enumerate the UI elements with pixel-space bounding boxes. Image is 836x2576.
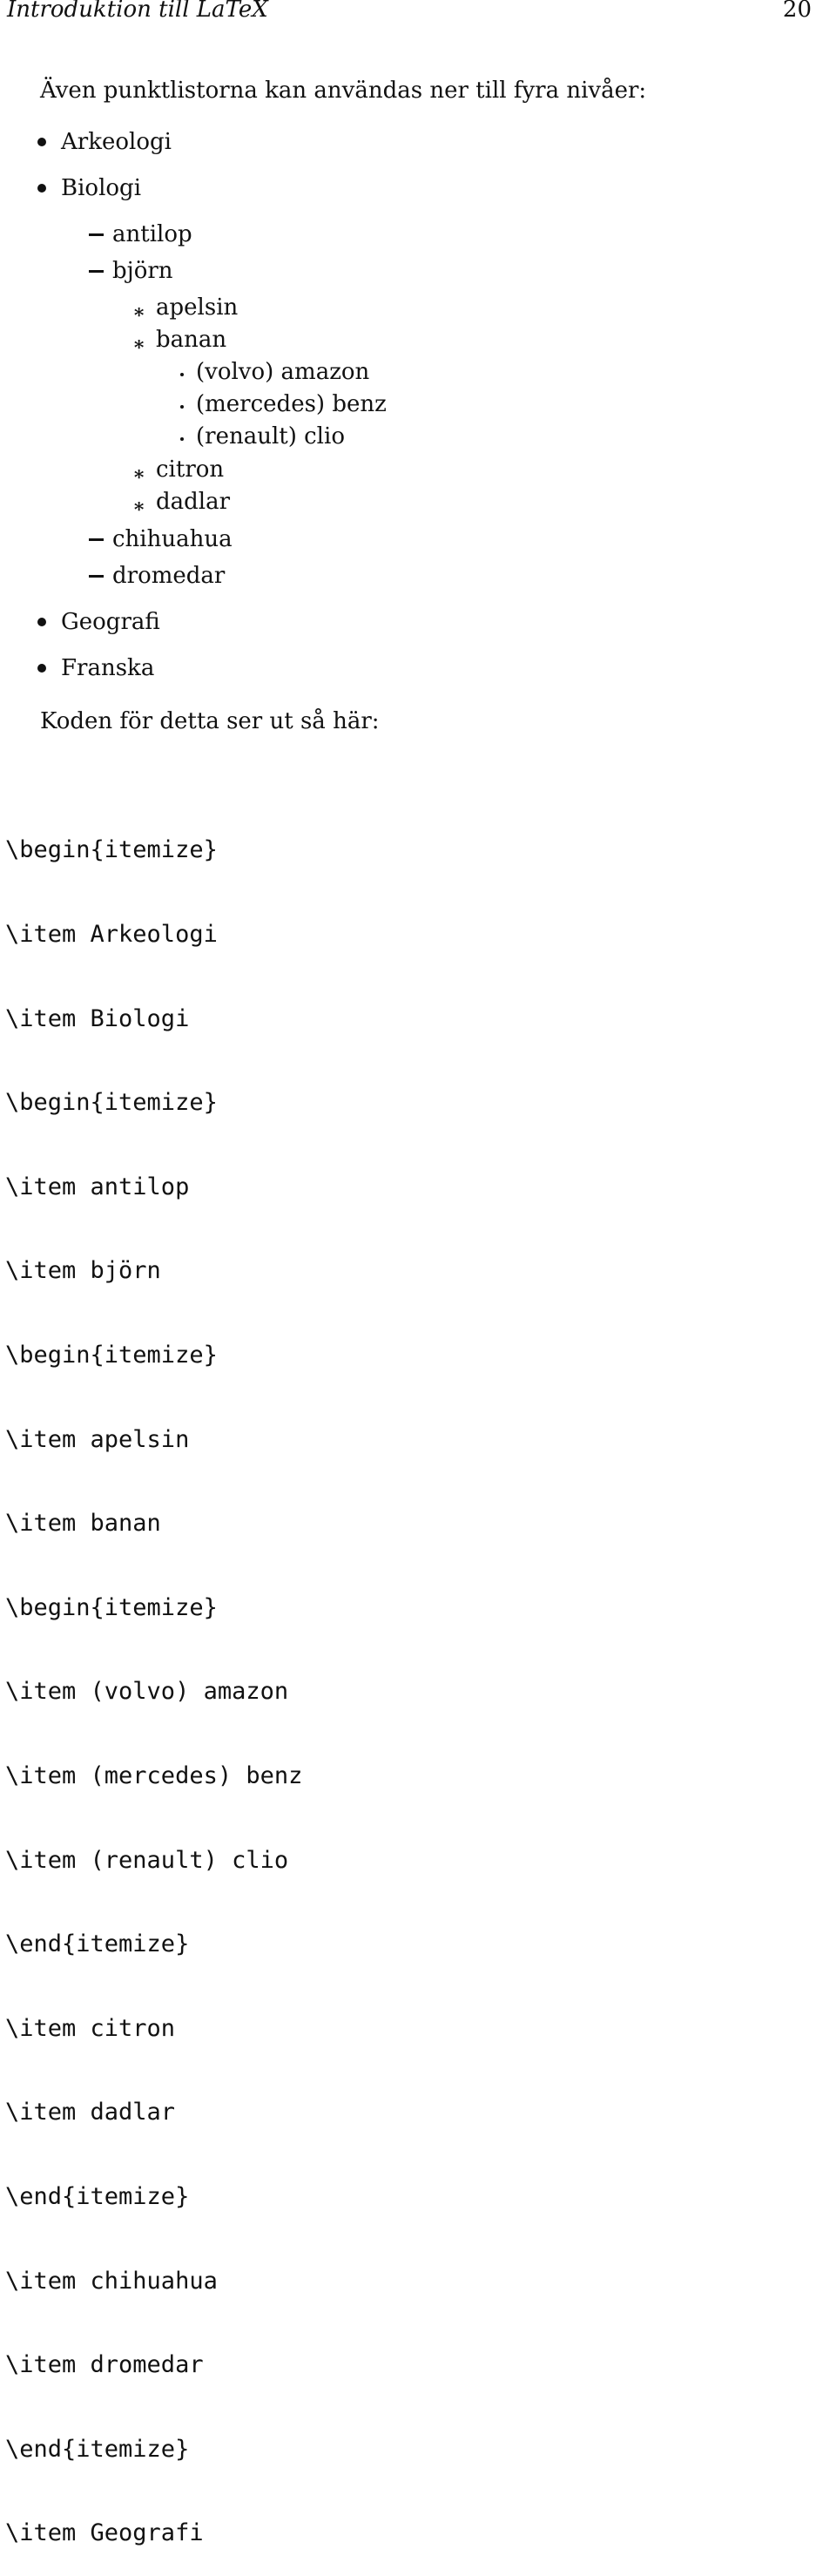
code-line: \item apelsin [5,1425,190,1453]
bullet-asterisk-icon: ∗ [132,495,146,517]
code-line: \end{itemize} [5,2182,190,2210]
code-line: \item dadlar [5,2099,176,2126]
bullet-midot-icon [180,437,184,441]
bullet-dash-icon [89,575,104,578]
code-line: \item banan [5,1510,161,1538]
code-line: \end{itemize} [5,2435,190,2463]
code-line: \item Geografi [5,2519,204,2547]
code-line: \begin{itemize} [5,1341,218,1369]
bullet-dot-icon [37,138,46,146]
list-item: banan [156,327,227,353]
list-item: Biologi [61,175,142,201]
code-line: \item Biologi [5,1004,190,1032]
bullet-midot-icon [180,373,184,376]
list-item: (mercedes) benz [196,391,387,417]
code-line: \item chihuahua [5,2267,218,2295]
code-line: \item (mercedes) benz [5,1761,303,1789]
code-line: \item (renault) clio [5,1846,289,1874]
intro-paragraph: Även punktlistorna kan användas ner till fyra nivåer: [40,78,647,104]
bullet-dot-icon [37,664,46,673]
bullet-dot-icon [37,618,46,626]
code-listing [5,781,302,2576]
page-number: 20 [782,0,812,23]
list-item: dadlar [156,489,231,515]
list-item: (volvo) amazon [196,359,370,385]
bullet-dot-icon [37,184,46,193]
code-line: \begin{itemize} [5,1593,218,1621]
running-title: Introduktion till LaTeX [7,0,268,23]
list-item: dromedar [112,563,226,589]
bullet-dash-icon [89,233,104,236]
bullet-asterisk-icon: ∗ [132,301,146,323]
code-line: \item björn [5,1257,161,1285]
list-item: Geografi [61,609,160,635]
bullet-asterisk-icon: ∗ [132,333,146,355]
list-item: Arkeologi [61,129,172,155]
list-item: apelsin [156,294,239,321]
code-line: \item (volvo) amazon [5,1678,289,1706]
bullet-asterisk-icon: ∗ [132,463,146,485]
list-item: björn [112,258,173,284]
code-line: \item dromedar [5,2351,204,2379]
bullet-dash-icon [89,270,104,273]
code-line: \begin{itemize} [5,1089,218,1117]
code-intro-paragraph: Koden för detta ser ut så här: [40,708,380,734]
page-header [7,0,812,24]
code-line: \item citron [5,2014,176,2042]
bullet-midot-icon [180,405,184,409]
code-line: \item Arkeologi [5,921,218,948]
code-line: \item antilop [5,1173,190,1200]
list-item: (renault) clio [196,423,345,450]
list-item: antilop [112,221,192,247]
list-item: Franska [61,655,155,681]
code-line: \begin{itemize} [5,836,218,864]
list-item: citron [156,456,225,483]
list-item: chihuahua [112,526,233,552]
code-line: \end{itemize} [5,1930,190,1958]
bullet-dash-icon [89,538,104,541]
